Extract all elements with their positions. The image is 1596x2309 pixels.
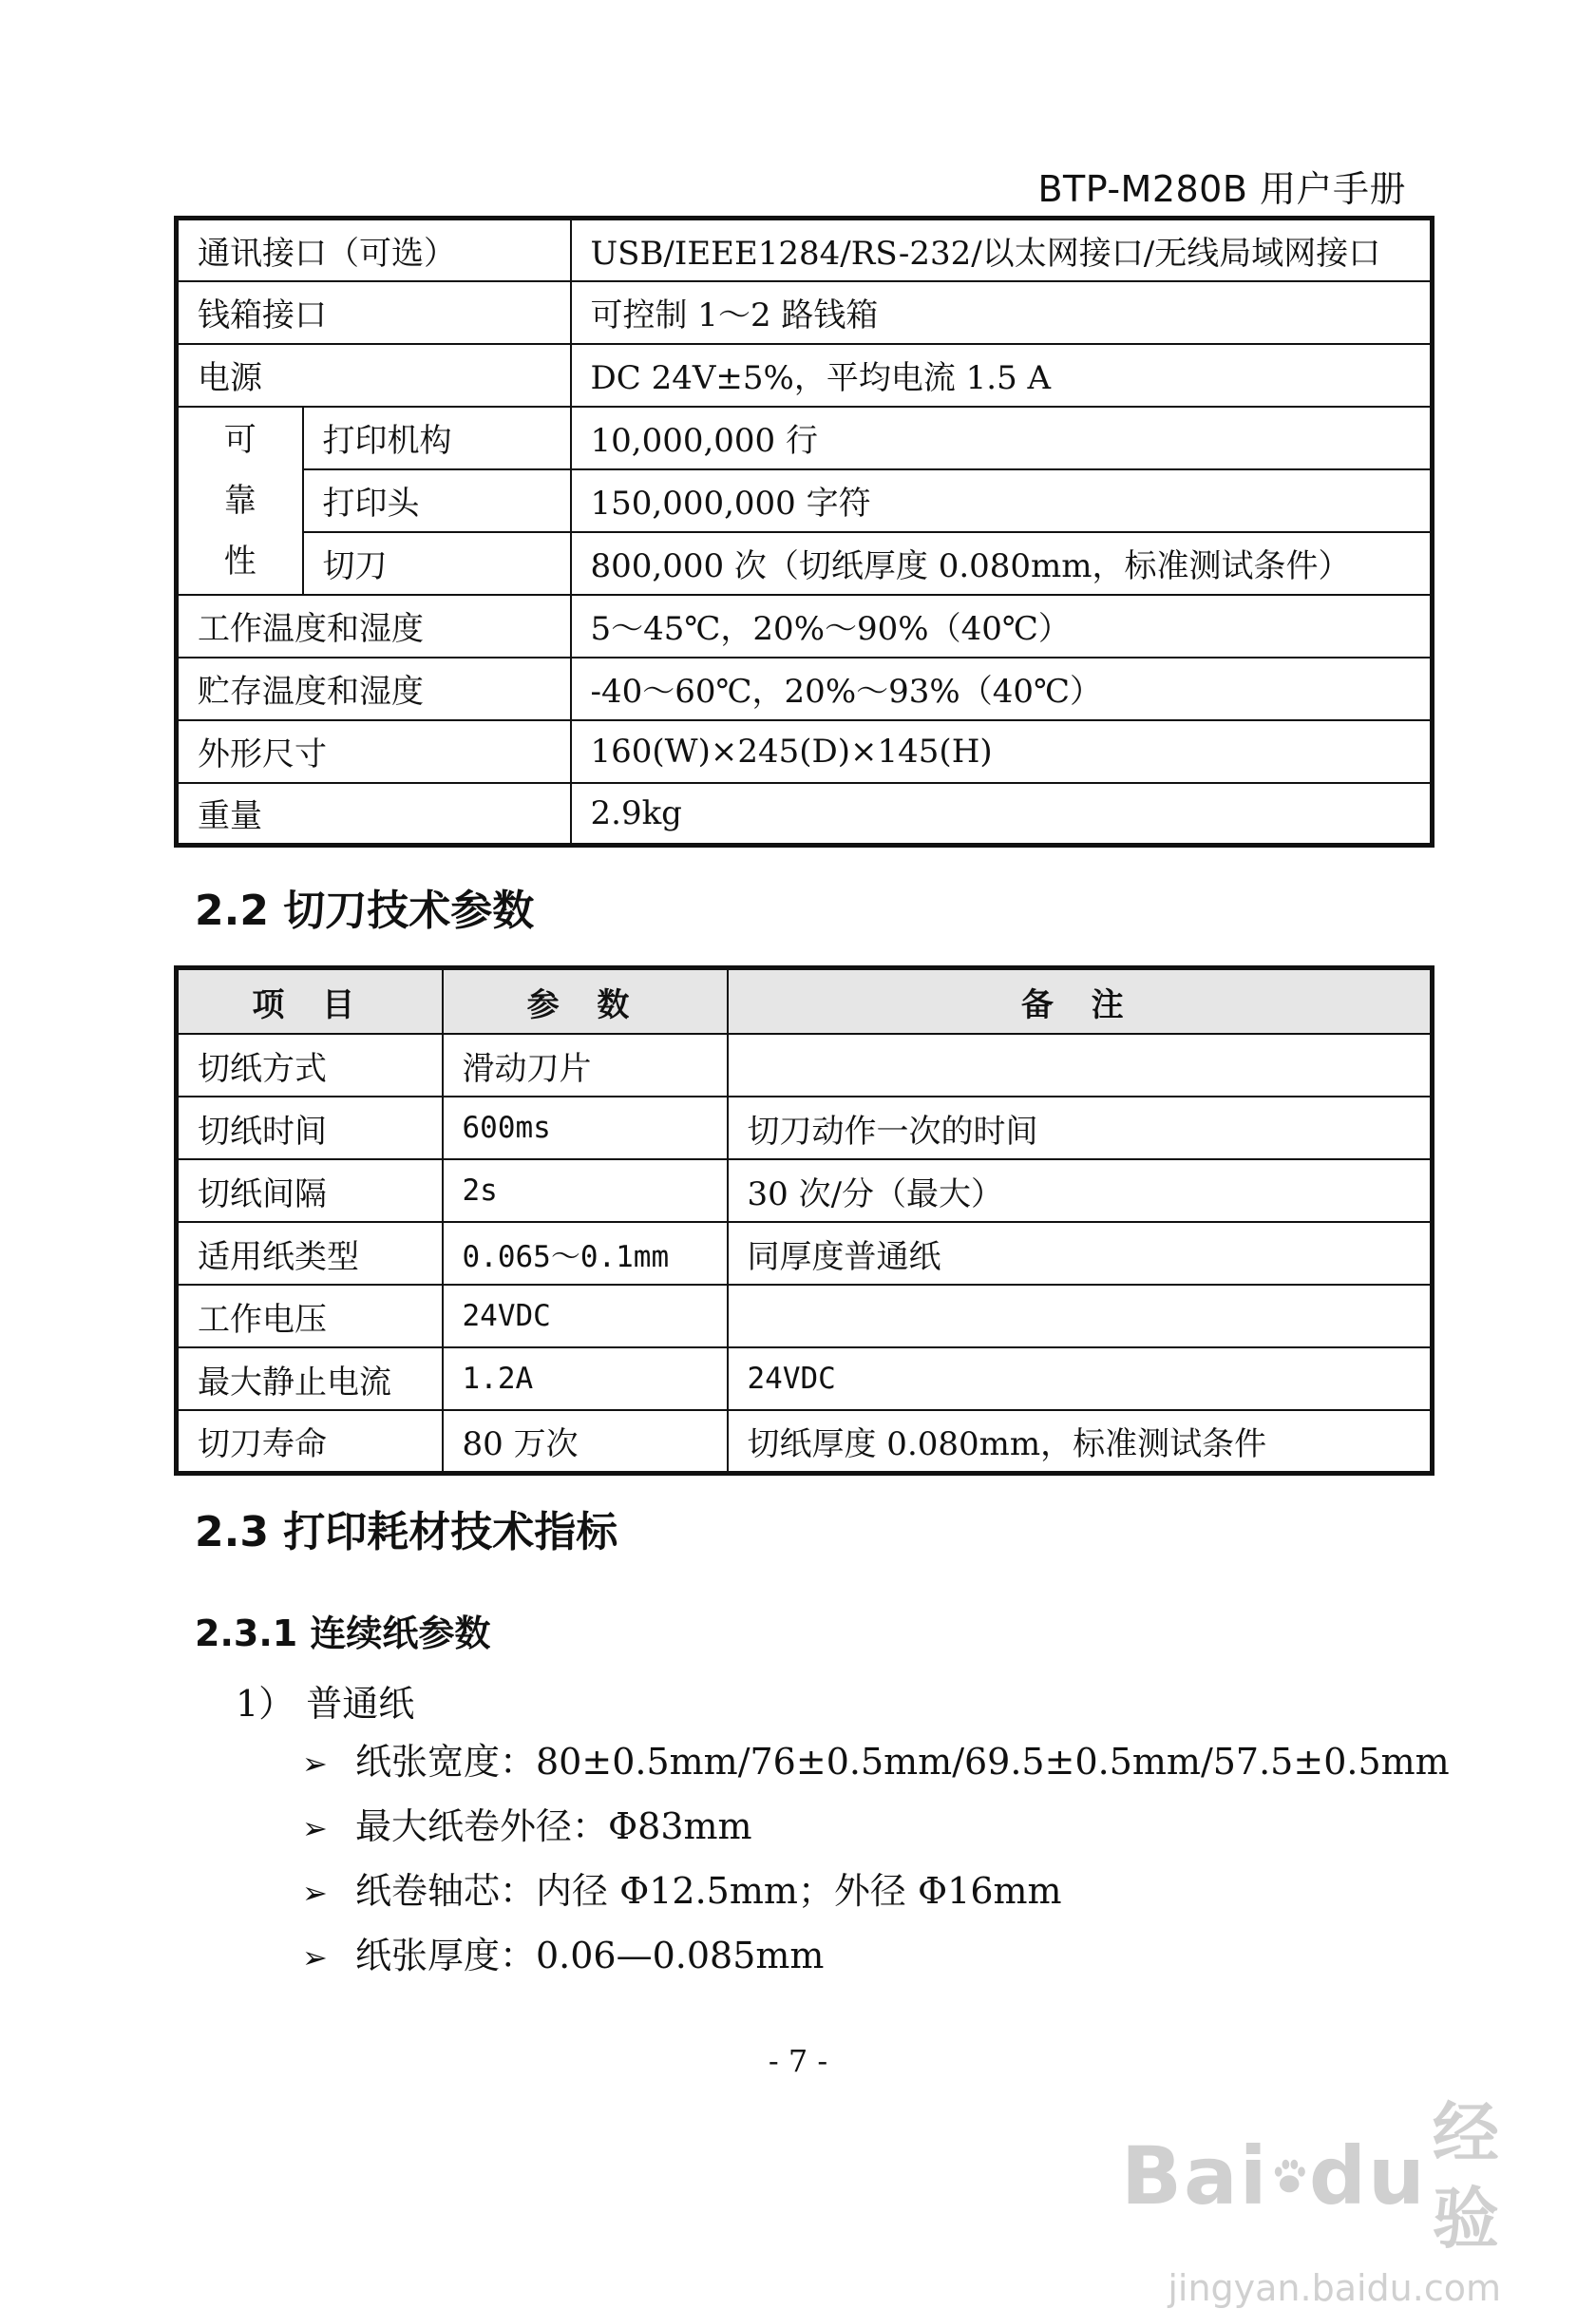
cutter-item: 切纸方式: [177, 1034, 443, 1097]
table-row: [177, 1410, 1433, 1473]
section-title-2-3-1: 2.3.1 连续纸参数: [195, 1612, 491, 1654]
reliability-char: 可: [223, 420, 256, 459]
table-row: [177, 532, 1433, 595]
spec-label: 重量: [177, 783, 571, 846]
list-item: [302, 1794, 1450, 1859]
paw-icon: [1271, 2143, 1307, 2209]
table-row: [177, 1097, 1433, 1159]
column-header-item: 项 目: [177, 968, 443, 1035]
table-row: [177, 1159, 1433, 1222]
cutter-item: 适用纸类型: [177, 1222, 443, 1285]
list-item-text: 纸卷轴芯：内径 Φ12.5mm；外径 Φ16mm: [355, 1870, 1062, 1912]
cutter-note: 24VDC: [728, 1347, 1433, 1410]
cutter-note: 30 次/分（最大）: [728, 1159, 1433, 1222]
column-header-note: 备 注: [728, 968, 1433, 1035]
spec-value: -40～60℃，20%～93%（40℃）: [571, 658, 1433, 720]
spec-table: [174, 216, 1434, 848]
table-row: [177, 219, 1433, 281]
section-title-2-2: 2.2 切刀技术参数: [195, 887, 535, 935]
cutter-item: 切纸间隔: [177, 1159, 443, 1222]
table-row: [177, 407, 1433, 469]
spec-value: 800,000 次（切纸厚度 0.080mm，标准测试条件）: [571, 532, 1433, 595]
arrow-bullet-icon: ➢: [302, 1875, 328, 1911]
reliability-char: 靠: [223, 481, 256, 520]
cutter-table: [174, 965, 1434, 1476]
cutter-param: 滑动刀片: [443, 1034, 728, 1097]
table-row: [177, 1222, 1433, 1285]
spec-sublabel: 切刀: [303, 532, 571, 595]
table-row: [177, 344, 1433, 407]
table-header-row: [177, 968, 1433, 1035]
spec-value: 5～45℃，20%～90%（40℃）: [571, 595, 1433, 658]
bullet-list: [302, 1729, 1450, 1988]
spec-label: 电源: [177, 344, 571, 407]
reliability-label: [177, 407, 303, 595]
watermark-logo-cn: 经验: [1432, 2094, 1501, 2258]
cutter-note: [728, 1034, 1433, 1097]
list-number-label: 1） 普通纸: [236, 1683, 415, 1725]
cutter-item: 切刀寿命: [177, 1410, 443, 1473]
table-row: [177, 281, 1433, 344]
section-title-2-3: 2.3 打印耗材技术指标: [195, 1508, 618, 1556]
spec-value: USB/IEEE1284/RS-232/以太网接口/无线局域网接口: [571, 219, 1433, 281]
spec-sublabel: 打印机构: [303, 407, 571, 469]
table-row: [177, 783, 1433, 846]
watermark-url: jingyan.baidu.com: [1168, 2267, 1501, 2309]
cutter-item: 切纸时间: [177, 1097, 443, 1159]
arrow-bullet-icon: ➢: [302, 1746, 328, 1782]
reliability-char: 性: [223, 542, 256, 581]
table-row: [177, 595, 1433, 658]
cutter-note: 同厚度普通纸: [728, 1222, 1433, 1285]
arrow-bullet-icon: ➢: [302, 1810, 328, 1846]
cutter-item: 工作电压: [177, 1285, 443, 1347]
table-row: [177, 469, 1433, 532]
list-item-text: 纸张宽度：80±0.5mm/76±0.5mm/69.5±0.5mm/57.5±0.5mm: [355, 1741, 1450, 1783]
cutter-note: [728, 1285, 1433, 1347]
column-header-param: 参 数: [443, 968, 728, 1035]
arrow-bullet-icon: ➢: [302, 1939, 328, 1975]
baidu-jingyan-watermark: [1121, 2090, 1520, 2309]
list-item-text: 纸张厚度：0.06—0.085mm: [355, 1935, 825, 1976]
list-item: [302, 1859, 1450, 1923]
spec-value: 2.9kg: [571, 783, 1433, 846]
spec-value: DC 24V±5%，平均电流 1.5 A: [571, 344, 1433, 407]
spec-value: 10,000,000 行: [571, 407, 1433, 469]
cutter-param: 0.065～0.1mm: [443, 1222, 728, 1285]
cutter-note: 切纸厚度 0.080mm，标准测试条件: [728, 1410, 1433, 1473]
cutter-item: 最大静止电流: [177, 1347, 443, 1410]
cutter-param: 80 万次: [443, 1410, 728, 1473]
spec-label: 钱箱接口: [177, 281, 571, 344]
cutter-param: 2s: [443, 1159, 728, 1222]
spec-label: 外形尺寸: [177, 720, 571, 783]
spec-value: 150,000,000 字符: [571, 469, 1433, 532]
cutter-param: 600ms: [443, 1097, 728, 1159]
cutter-param: 24VDC: [443, 1285, 728, 1347]
table-row: [177, 658, 1433, 720]
spec-label: 贮存温度和湿度: [177, 658, 571, 720]
table-row: [177, 1285, 1433, 1347]
watermark-logo: [1121, 2090, 1520, 2261]
spec-sublabel: 打印头: [303, 469, 571, 532]
page-header: BTP-M280B 用户手册: [1037, 168, 1406, 210]
table-row: [177, 1034, 1433, 1097]
spec-value: 可控制 1～2 路钱箱: [571, 281, 1433, 344]
page-number: - 7 -: [768, 2043, 828, 2079]
watermark-logo-left: Bai: [1121, 2129, 1269, 2223]
cutter-param: 1.2A: [443, 1347, 728, 1410]
list-item-text: 最大纸卷外径：Φ83mm: [355, 1805, 752, 1847]
watermark-logo-right: du: [1308, 2129, 1427, 2223]
table-row: [177, 720, 1433, 783]
table-row: [177, 1347, 1433, 1410]
spec-label: 工作温度和湿度: [177, 595, 571, 658]
spec-label: 通讯接口（可选）: [177, 219, 571, 281]
cutter-note: 切刀动作一次的时间: [728, 1097, 1433, 1159]
list-item: [302, 1923, 1450, 1988]
list-item: [302, 1729, 1450, 1794]
spec-value: 160(W)×245(D)×145(H): [571, 720, 1433, 783]
